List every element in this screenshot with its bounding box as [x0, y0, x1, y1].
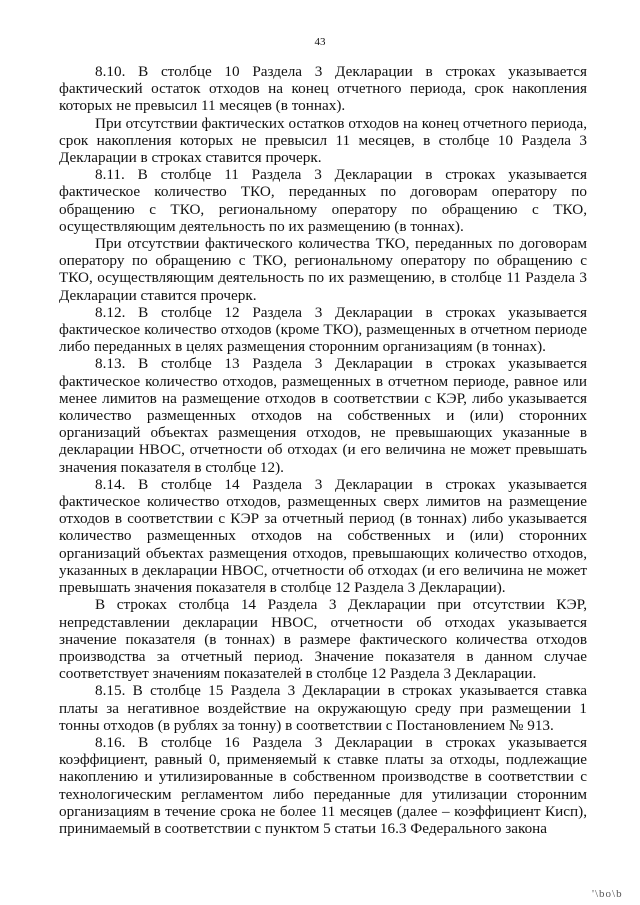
paragraph-8-11-absence: При отсутствии фактического количества ТКО, переданных по договорам оператору по обращению с ТКО, региональному оператору по обращению с ТКО, осуществляющим деятельность по их размещению, в столбце 11 Раздела 3 Декларации ставится прочерк. — [59, 235, 587, 304]
body-text — [59, 63, 587, 837]
paragraph-8-14-no-ker: В строках столбца 14 Раздела 3 Декларации при отсутствии КЭР, непредставлении декларации НВОС, отчетности об отходах указывается значение показателя (в тоннах) в размере фактического количества отходов производства за отчетный период. Значение показателя в данном случае соответствует значениям показателей в столбце 12 Раздела 3 Декларации. — [59, 596, 587, 683]
paragraph-8-10-absence: При отсутствии фактических остатков отходов на конец отчетного периода, срок накопления которых не превысил 11 месяцев, в столбце 10 Раздела 3 Декларации в строках ставится прочерк. — [59, 114, 587, 167]
paragraph-8-10: 8.10. В столбце 10 Раздела 3 Декларации в строках указывается фактический остаток отходов на конец отчетного периода, срок накопления которых не превысил 11 месяцев (в тоннах). — [59, 63, 587, 115]
corner-mark: '\bo\b — [592, 888, 623, 900]
paragraph-8-14: 8.14. В столбце 14 Раздела 3 Декларации в строках указывается фактическое количество отходов, размещенных сверх лимитов на размещение отходов в соответствии с КЭР за отчетный период (в тоннах) либо указывается количество размещенных отходов на собственных и (или) сторонних организаций объектах размещения отходов, превышающих количество отходов, указанных в декларации НВОС, отчетности об отходах (и его величина не может превышать значения показателя в столбце 12 Раздела 3 Декларации). — [59, 475, 587, 597]
paragraph-8-12: 8.12. В столбце 12 Раздела 3 Декларации в строках указывается фактическое количество отходов (кроме ТКО), размещенных в отчетном периоде либо переданных в целях размещения сторонним организациям (в тоннах). — [59, 303, 587, 356]
paragraph-8-11: 8.11. В столбце 11 Раздела 3 Декларации в строках указывается фактическое количество ТКО, переданных по договорам оператору по обращению с ТКО, региональному оператору по обращению с ТКО, осуществляющим деятельность по их размещению (в тоннах). — [59, 166, 587, 235]
page-number: 43 — [314, 36, 326, 48]
paragraph-8-15: 8.15. В столбце 15 Раздела 3 Декларации в строках указывается ставка платы за негативное воздействие на окружающую среду при размещении 1 тонны отходов (в рублях за тонну) в соответствии с Постановлением № 913. — [59, 682, 587, 734]
paragraph-8-13: 8.13. В столбце 13 Раздела 3 Декларации в строках указывается фактическое количество отходов, размещенных в отчетном периоде, равное или менее лимитов на размещение отходов в соответствии с КЭР, либо указывается количество размещенных отходов на собственных и (или) сторонних организаций объектах размещения отходов, не превышающих указанные в декларации НВОС, отчетности об отходах (и его величина не может превышать значения показателя в столбце 12). — [59, 355, 587, 476]
paragraph-8-16: 8.16. В столбце 16 Раздела 3 Декларации в строках указывается коэффициент, равный 0, применяемый к ставке платы за отходы, подлежащие накоплению и утилизированные в собственном производстве в соответствии с технологическим регламентом либо переданные для утилизации сторонним организациям в течение срока не более 11 месяцев (далее – коэффициент Кисп), принимаемый в соответствии с пунктом 5 статьи 16.3 Федерального закона — [59, 733, 587, 837]
